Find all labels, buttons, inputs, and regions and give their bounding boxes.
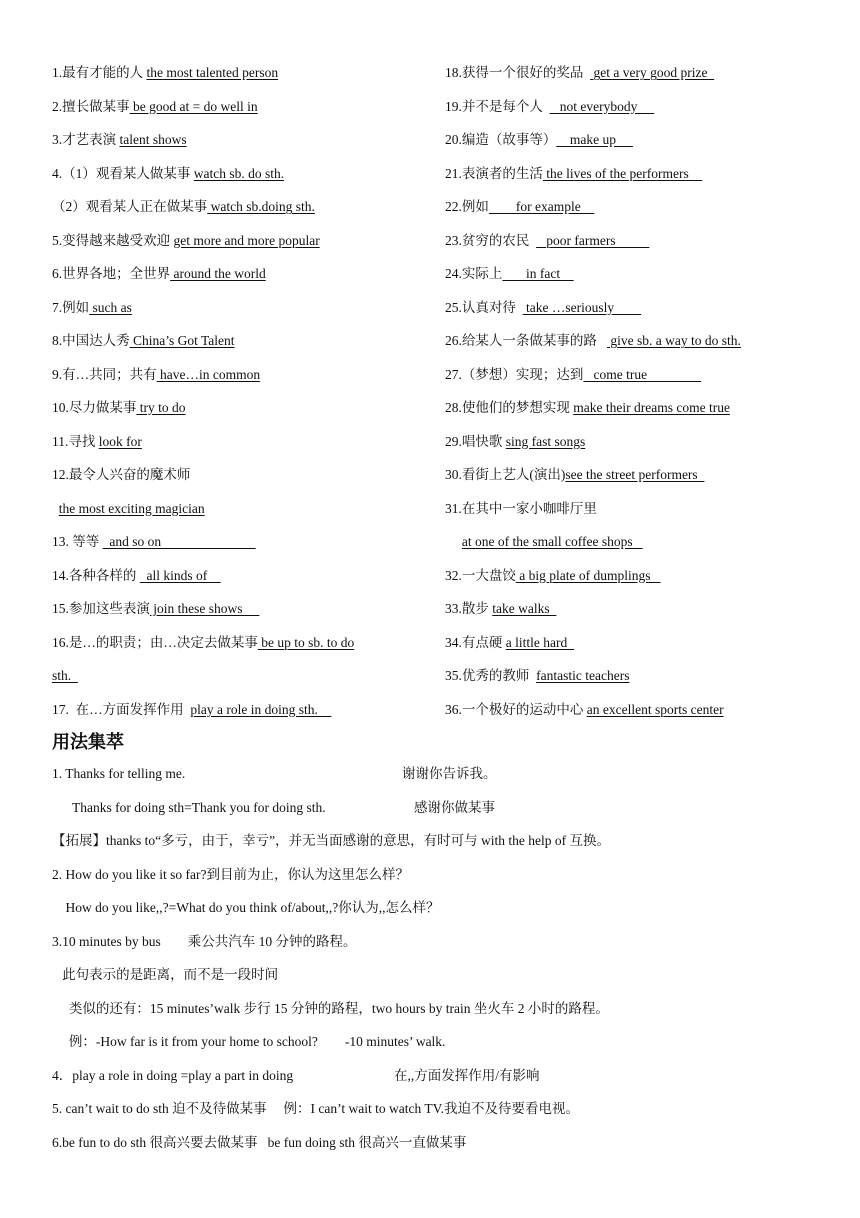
usage-line: 【拓展】thanks to“多亏，由于，幸亏”，并无当面感谢的意思，有时可与 with the help of 互换。 <box>52 833 610 848</box>
list-item: the most exciting magician <box>58 500 205 516</box>
list-item: （2）观看某人正在做某事 watch sb.doing sth. <box>52 199 315 214</box>
list-item: 8.中国达人秀 China’s Got Talent <box>52 333 235 348</box>
list-item: 6.世界各地；全世界 around the world <box>52 266 266 281</box>
list-item: 5.变得越来越受欢迎 get more and more popular <box>52 232 320 248</box>
list-item: 14.各种各样的 all kinds of <box>52 567 221 583</box>
list-item: 12.最令人兴奋的魔术师 <box>52 467 191 482</box>
list-item: 19.并不是每个人 not everybody <box>445 98 655 114</box>
list-item: 18.获得一个很好的奖品 get a very good prize <box>445 65 715 80</box>
list-item: 28.使他们的梦想实现 make their dreams come true <box>445 400 730 415</box>
list-item: 9.有…共同；共有 have…in common <box>52 366 261 382</box>
list-item: 25.认真对待 take …seriously <box>445 299 642 315</box>
usage-line: Thanks for doing sth=Thank you for doing sth. 感谢你做某事 <box>52 799 495 815</box>
usage-line: 类似的还有：15 minutes’walk 步行 15 分钟的路程，two hours by train 坐火车 2 小时的路程。 <box>52 1000 609 1016</box>
list-item: 7.例如 such as <box>52 299 132 315</box>
list-item: 29.唱快歌 sing fast songs <box>445 433 586 449</box>
list-item: 10.尽力做某事 try to do <box>52 400 186 415</box>
list-item: 27.（梦想）实现；达到 come true <box>445 366 702 382</box>
list-item: 20.编造（故事等） make up <box>445 132 633 147</box>
list-item: 21.表演者的生活 the lives of the performers <box>445 165 703 181</box>
list-item: 31.在其中一家小咖啡厅里 <box>445 500 597 516</box>
list-item: 4.（1）观看某人做某事 watch sb. do sth. <box>52 165 285 181</box>
list-item: at one of the small coffee shops <box>461 534 643 549</box>
list-item: 30.看街上艺人(演出)see the street performers <box>445 467 705 482</box>
list-item: 3.才艺表演 talent shows <box>52 132 187 147</box>
list-item: 15.参加这些表演 join these shows <box>52 601 260 616</box>
usage-line: 3.10 minutes by bus 乘公共汽车 10 分钟的路程。 <box>52 933 357 949</box>
list-item: 13. 等等 and so on <box>52 534 256 549</box>
usage-line: 5. can’t wait to do sth 迫不及待做某事 例：I can’t wait to watch TV.我迫不及待要看电视。 <box>52 1101 579 1116</box>
list-item: 23.贫穷的农民 poor farmers <box>445 232 650 248</box>
list-item: 33.散步 take walks <box>445 601 557 616</box>
usage-line: 1. Thanks for telling me. 谢谢你告诉我。 <box>52 766 497 781</box>
list-item: 24.实际上 in fact <box>445 266 574 281</box>
usage-section <box>52 763 832 1165</box>
list-item: 32.一大盘饺 a big plate of dumplings <box>445 567 661 583</box>
list-item: 22.例如 for example <box>445 199 595 214</box>
list-item: 11.寻找 look for <box>52 433 142 449</box>
phrase-list-left <box>52 62 442 732</box>
list-item: 2.擅长做某事 be good at = do well in <box>52 98 258 114</box>
usage-line: 例：-How far is it from your home to school? -10 minutes’ walk. <box>52 1034 446 1049</box>
usage-line: 4．play a role in doing =play a part in doing 在,,方面发挥作用/有影响 <box>52 1067 540 1083</box>
list-item: 35.优秀的教师 fantastic teachers <box>445 668 630 683</box>
list-item: 16.是…的职责；由…决定去做某事 be up to sb. to do <box>52 634 355 650</box>
usage-line: 此句表示的是距离，而不是一段时间 <box>52 967 279 982</box>
list-item: sth. <box>52 668 78 683</box>
phrase-list-right <box>445 62 835 732</box>
list-item: 34.有点硬 a little hard <box>445 634 574 650</box>
list-item: 1.最有才能的人 the most talented person <box>52 65 279 80</box>
usage-line: 6.be fun to do sth 很高兴要去做某事 be fun doing sth 很高兴一直做某事 <box>52 1134 467 1150</box>
usage-line: How do you like,,?=What do you think of/about,,?你认为,,怎么样？ <box>52 900 440 915</box>
list-item: 36.一个极好的运动中心 an excellent sports center <box>445 701 724 717</box>
section-heading: 用法集萃 <box>52 732 124 753</box>
usage-line: 2. How do you like it so far?到目前为止，你认为这里怎么样？ <box>52 866 409 882</box>
list-item: 26.给某人一条做某事的路 give sb. a way to do sth. <box>445 333 741 348</box>
list-item: 17. 在…方面发挥作用 play a role in doing sth. <box>52 701 332 717</box>
